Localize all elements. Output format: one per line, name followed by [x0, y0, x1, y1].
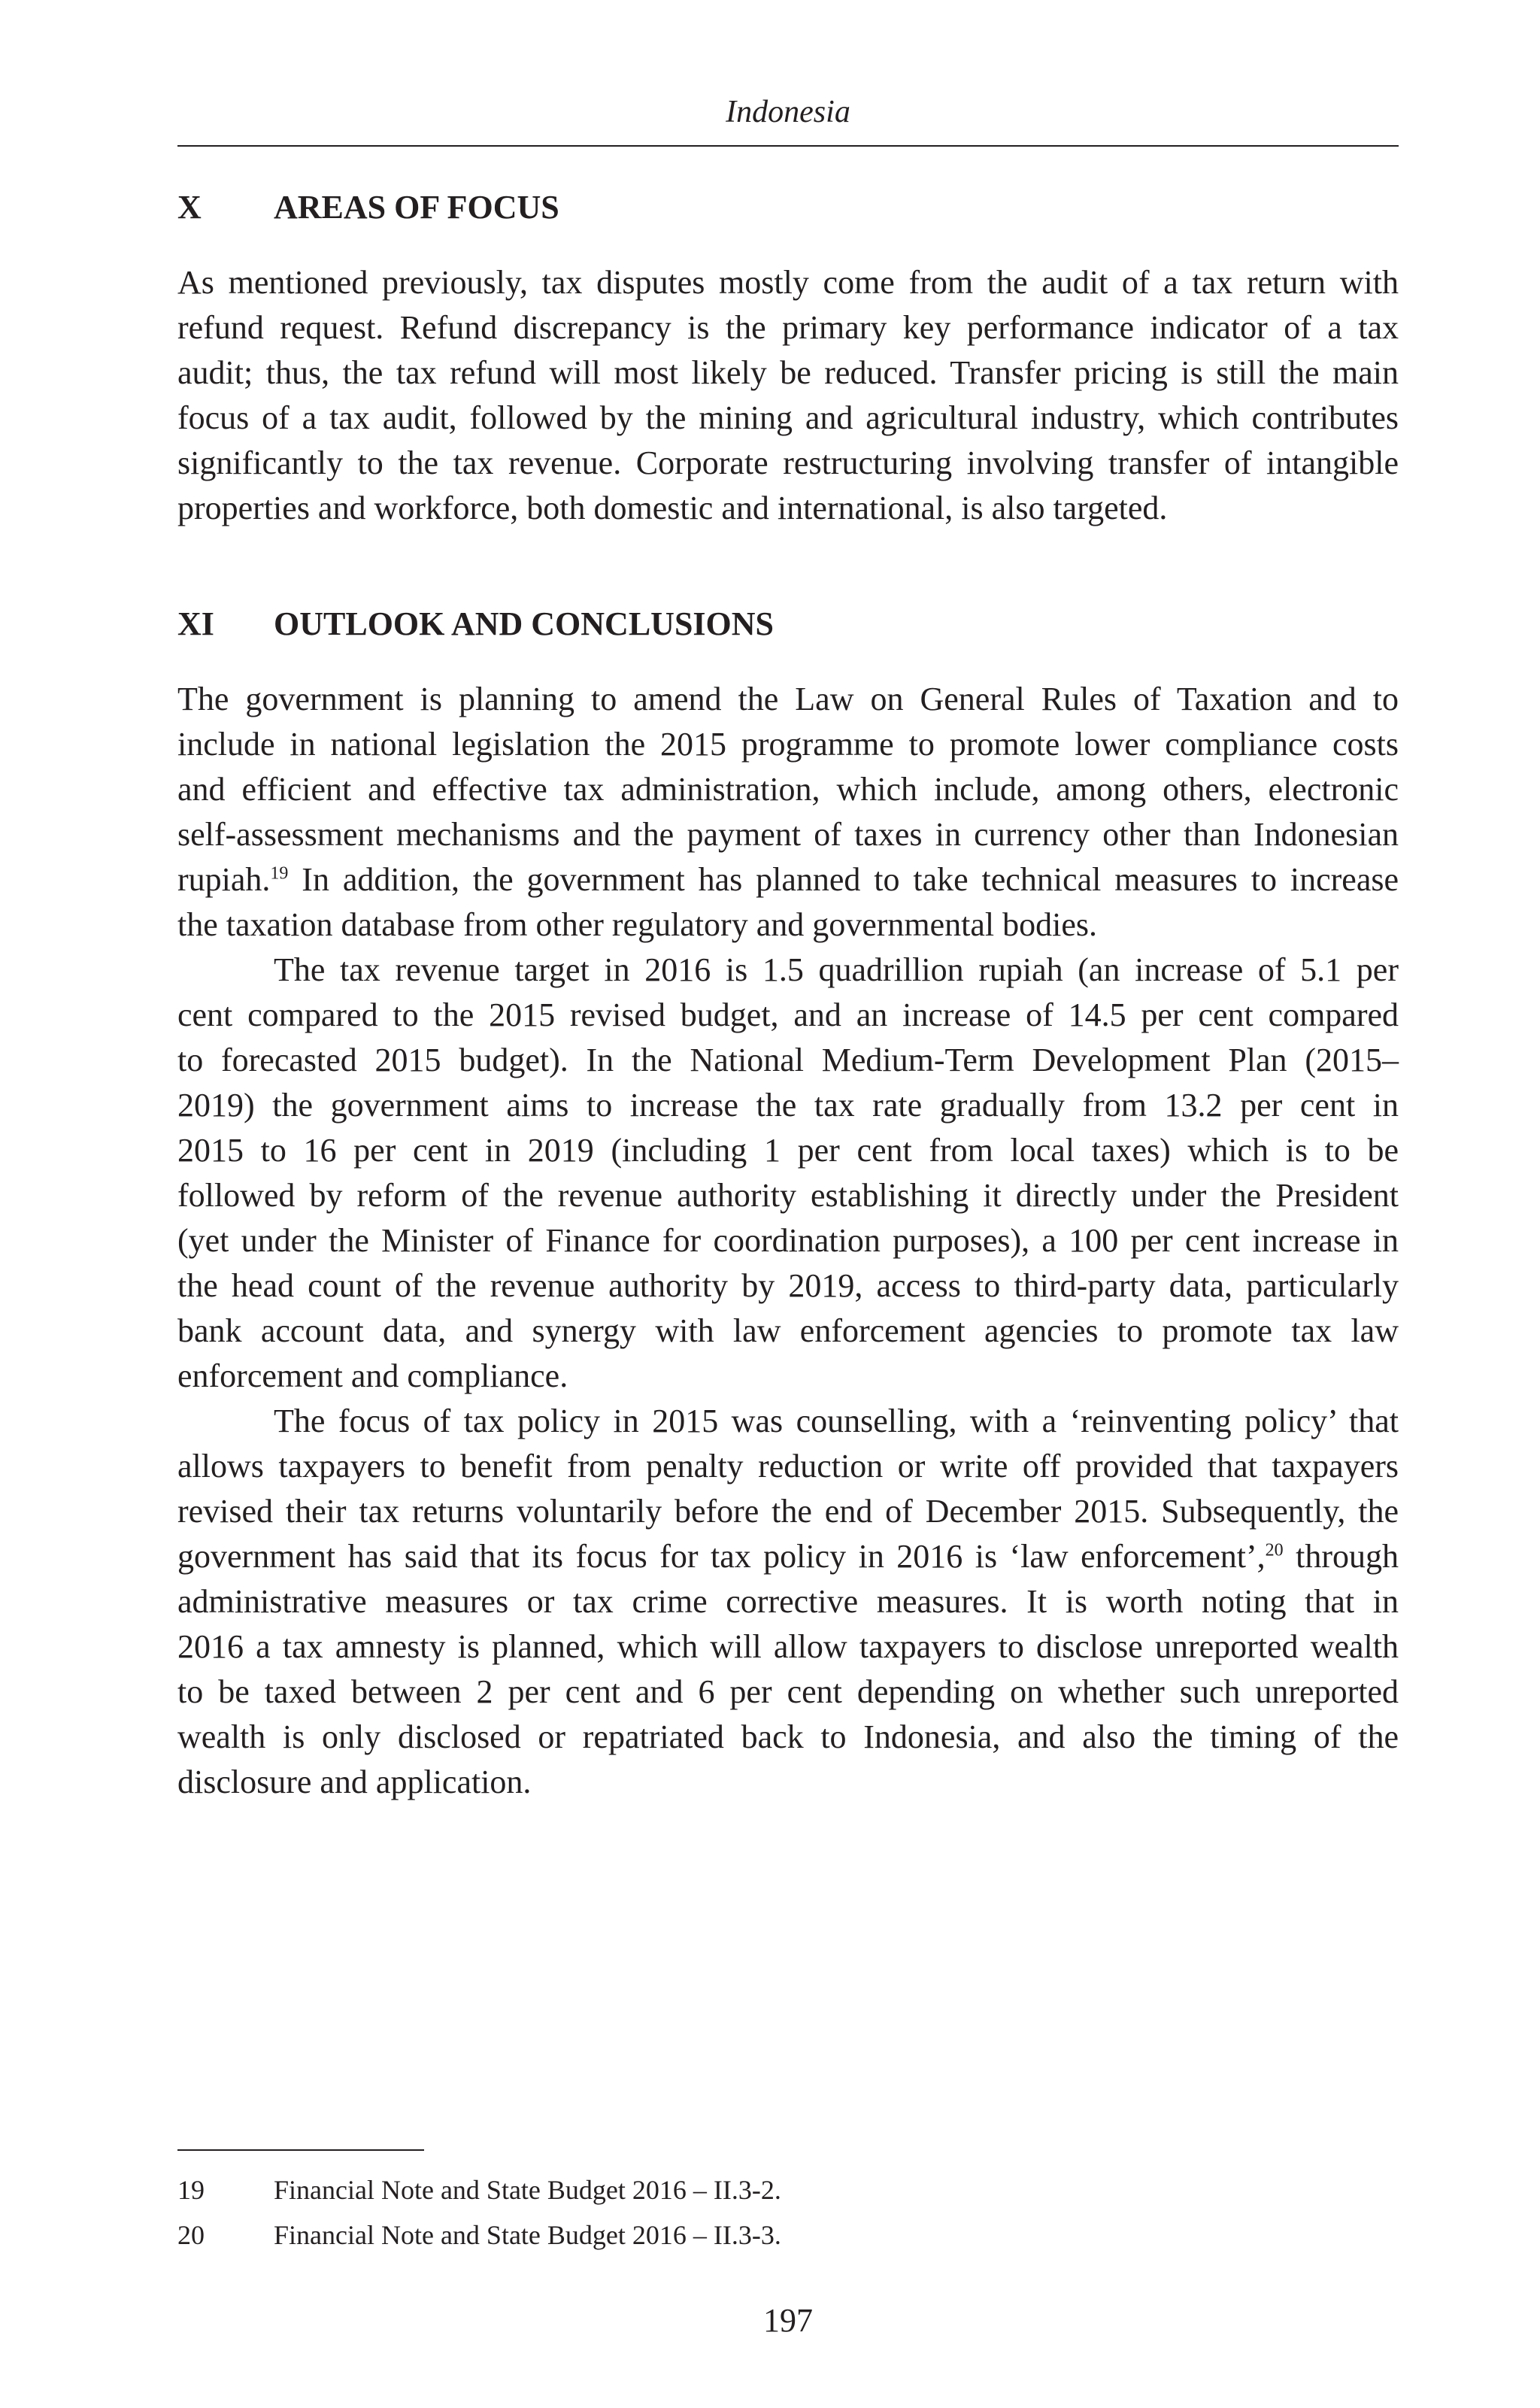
section-title: AREAS OF FOCUS	[274, 189, 559, 226]
text-line	[177, 1399, 1399, 1444]
text-line: (yet under the Minister of Finance for coordination purposes), a 100 per cent increase in	[177, 1222, 1399, 1259]
text-line: administrative measures or tax crime corrective measures. It is worth noting that in	[177, 1583, 1399, 1620]
text-line	[177, 857, 1399, 902]
text-line: to forecasted 2015 budget). In the National Medium-Term Development Plan (2015–	[177, 1042, 1399, 1078]
footnote-text: Financial Note and State Budget 2016 – II.3-3.	[274, 2220, 781, 2250]
section-title: OUTLOOK AND CONCLUSIONS	[274, 605, 775, 642]
page-number: 197	[763, 2302, 813, 2339]
text-fragment: The focus of tax policy in 2015 was counselling, with a ‘reinventing policy’ that	[274, 1403, 1399, 1439]
text-line: focus of a tax audit, followed by the mining and agricultural industry, which contributes	[177, 399, 1399, 436]
text-line: The government is planning to amend the Law on General Rules of Taxation and to	[177, 681, 1399, 717]
text-fragment: The tax revenue target in 2016 is 1.5 quadrillion rupiah (an increase of 5.1 per	[274, 951, 1399, 988]
text-fragment: rupiah.	[177, 861, 271, 898]
text-fragment: government has said that its focus for tax policy in 2016 is ‘law enforcement’,	[177, 1538, 1266, 1575]
text-line: and efficient and effective tax administration, which include, among others, electronic	[177, 771, 1399, 808]
text-line: wealth is only disclosed or repatriated back to Indonesia, and also the timing of the	[177, 1718, 1399, 1755]
footnote-reference-19[interactable]: 19	[270, 863, 289, 884]
text-line	[177, 948, 1399, 993]
text-line: cent compared to the 2015 revised budget, and an increase of 14.5 per cent compared	[177, 996, 1399, 1033]
text-line: revised their tax returns voluntarily before the end of December 2015. Subsequently, the	[177, 1493, 1399, 1530]
footnote-text: Financial Note and State Budget 2016 – II.3-2.	[274, 2175, 781, 2205]
footnote-number: 19	[177, 2175, 205, 2205]
header-rule	[177, 145, 1399, 147]
text-fragment: through	[1296, 1538, 1399, 1575]
text-line: As mentioned previously, tax disputes mostly come from the audit of a tax return with	[177, 264, 1399, 301]
text-line: to be taxed between 2 per cent and 6 per cent depending on whether such unreported	[177, 1673, 1399, 1710]
section-heading-outlook-and-conclusions	[177, 605, 1399, 644]
footnote-20	[177, 2217, 1399, 2253]
footnote-reference-20[interactable]: 20	[1265, 1540, 1284, 1560]
text-line: significantly to the tax revenue. Corporate restructuring involving transfer of intangible	[177, 444, 1399, 481]
footnote-rule	[177, 2149, 424, 2151]
paragraph-outlook-1	[177, 677, 1399, 948]
text-line: properties and workforce, both domestic and international, is also targeted.	[177, 490, 1168, 526]
text-line: include in national legislation the 2015 programme to promote lower compliance costs	[177, 726, 1399, 763]
text-fragment: In addition, the government has planned to take technical measures to increase	[302, 861, 1399, 898]
text-line: enforcement and compliance.	[177, 1357, 568, 1394]
text-line: self-assessment mechanisms and the payment of taxes in currency other than Indonesian	[177, 816, 1399, 853]
paragraph-outlook-2	[177, 948, 1399, 1399]
section-heading-areas-of-focus	[177, 188, 1399, 227]
paragraph-areas-of-focus	[177, 260, 1399, 531]
text-line	[177, 1534, 1399, 1579]
footnote-19	[177, 2172, 1399, 2208]
section-number: X	[177, 189, 202, 226]
text-line: followed by reform of the revenue authority establishing it directly under the President	[177, 1177, 1399, 1214]
footnote-number: 20	[177, 2220, 205, 2250]
text-line: refund request. Refund discrepancy is the primary key performance indicator of a tax	[177, 309, 1399, 346]
text-line: audit; thus, the tax refund will most likely be reduced. Transfer pricing is still the main	[177, 354, 1399, 391]
text-line: allows taxpayers to benefit from penalty reduction or write off provided that taxpayers	[177, 1448, 1399, 1485]
text-line: 2016 a tax amnesty is planned, which will allow taxpayers to disclose unreported wealth	[177, 1628, 1399, 1665]
text-line: disclosure and application.	[177, 1764, 532, 1800]
text-line: the head count of the revenue authority by 2019, access to third-party data, particularly	[177, 1267, 1399, 1304]
running-head: Indonesia	[726, 95, 850, 129]
paragraph-outlook-3	[177, 1399, 1399, 1805]
text-line: 2019) the government aims to increase the tax rate gradually from 13.2 per cent in	[177, 1087, 1399, 1124]
section-number: XI	[177, 605, 214, 642]
text-line: the taxation database from other regulatory and governmental bodies.	[177, 906, 1098, 943]
text-line: bank account data, and synergy with law enforcement agencies to promote tax law	[177, 1312, 1399, 1349]
text-line: 2015 to 16 per cent in 2019 (including 1 per cent from local taxes) which is to be	[177, 1132, 1399, 1169]
document-page	[177, 0, 1399, 2408]
